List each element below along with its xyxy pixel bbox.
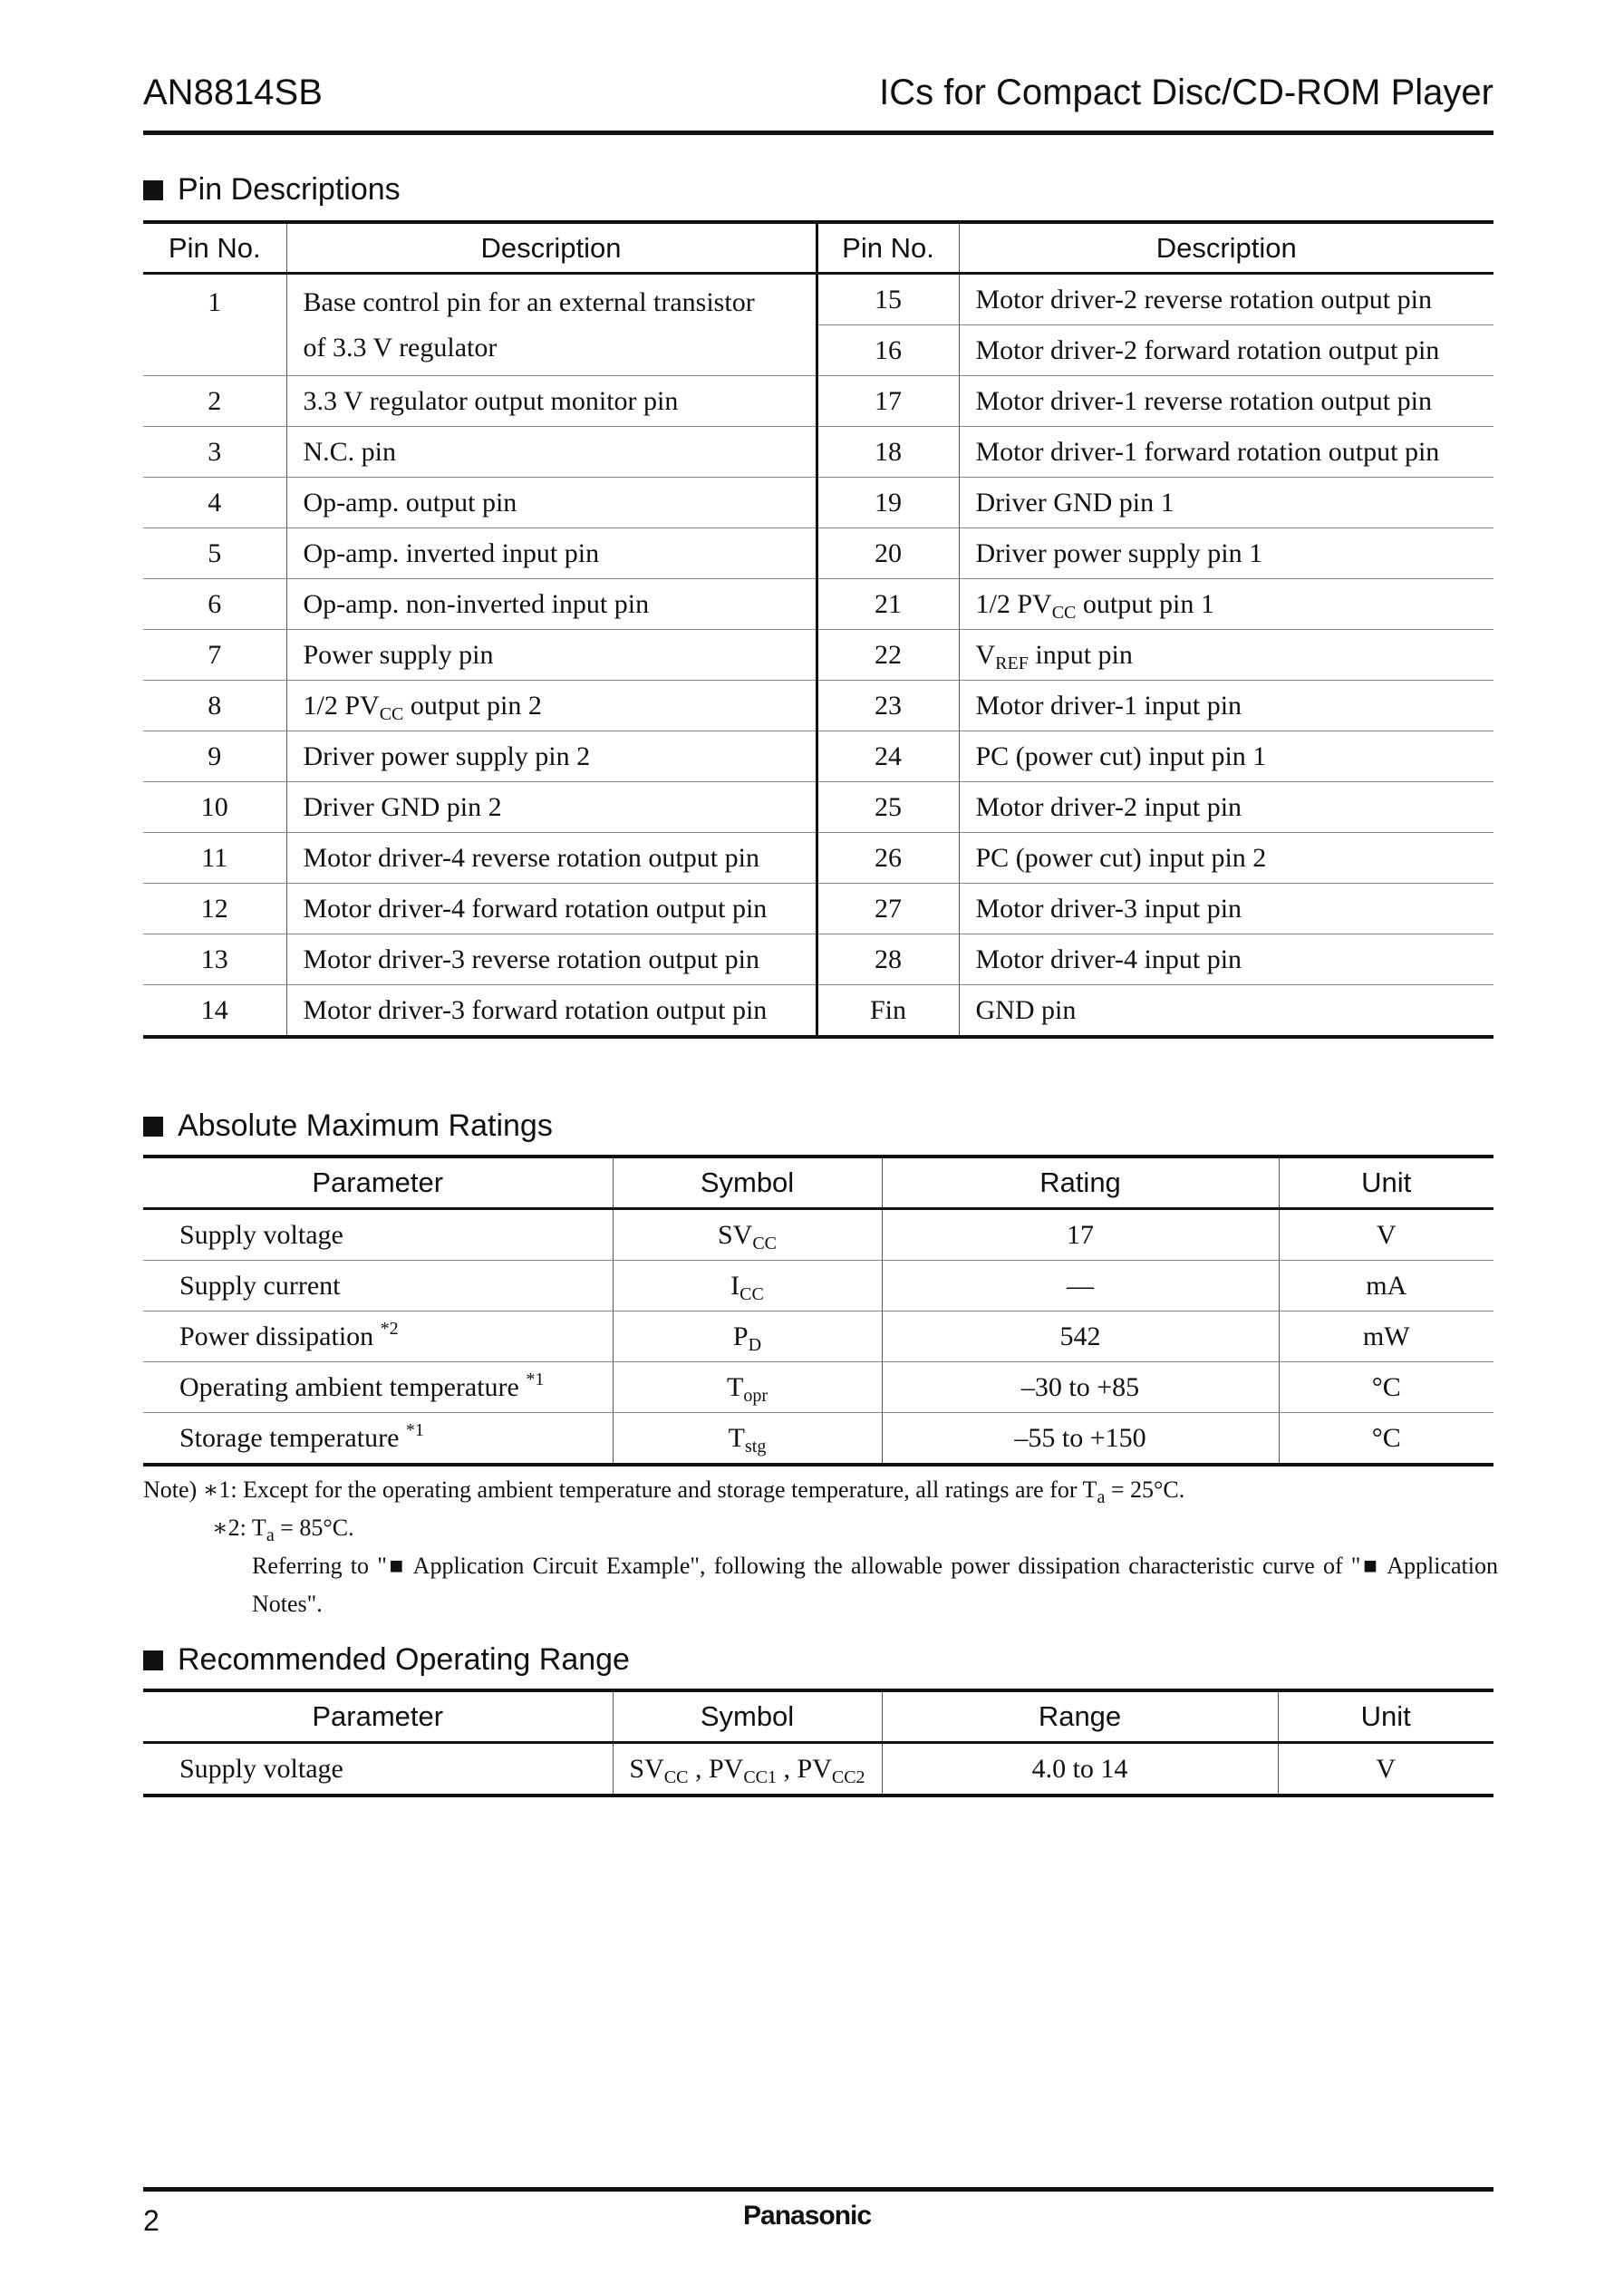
header-pin-no: Pin No. bbox=[817, 222, 959, 274]
header-pin-no: Pin No. bbox=[143, 222, 286, 274]
cell-pin-no: 8 bbox=[143, 681, 286, 731]
cell-pin-no: 24 bbox=[817, 731, 959, 782]
cell-pin-no: 6 bbox=[143, 579, 286, 630]
header-symbol: Symbol bbox=[613, 1690, 882, 1743]
cell-description: Motor driver-4 reverse rotation output pin bbox=[286, 833, 817, 884]
cell-description: Driver GND pin 2 bbox=[286, 782, 817, 833]
header-parameter: Parameter bbox=[143, 1690, 613, 1743]
table-row bbox=[143, 427, 1494, 478]
cell-pin-no: 14 bbox=[200, 994, 228, 1025]
cell-description: Power supply pin bbox=[286, 630, 817, 681]
table-row bbox=[143, 884, 1494, 934]
table-row bbox=[143, 731, 1494, 782]
table-row bbox=[143, 376, 1494, 427]
cell-pin-no: 2 bbox=[143, 376, 286, 427]
cell-symbol: $SV_{CC}$ , $PV_{CC1}$ , $PV_{CC2}$ bbox=[613, 1743, 882, 1796]
table-row bbox=[143, 478, 1494, 528]
header-range: Range bbox=[882, 1690, 1278, 1743]
page-header bbox=[143, 71, 1494, 135]
table-header-row bbox=[143, 1690, 1494, 1743]
cell-pin-no: 10 bbox=[143, 782, 286, 833]
cell-description: Motor driver-1 input pin bbox=[959, 681, 1494, 731]
cell-description: Motor driver-4 input pin bbox=[959, 934, 1494, 985]
cell-unit: mW bbox=[1279, 1312, 1494, 1362]
cell-pin-no: 12 bbox=[143, 884, 286, 934]
table-row bbox=[143, 1312, 1494, 1362]
cell-pin-no: 22 bbox=[817, 630, 959, 681]
header-description: Description bbox=[286, 222, 817, 274]
cell-pin-no: 3 bbox=[143, 427, 286, 478]
cell-description: 1/2 $PV_{CC}$ output pin 1 bbox=[959, 579, 1494, 630]
table-row bbox=[143, 782, 1494, 833]
cell-unit: °C bbox=[1279, 1413, 1494, 1466]
cell-pin-no: 13 bbox=[143, 934, 286, 985]
cell-description: Motor driver-3 reverse rotation output pin bbox=[286, 934, 817, 985]
section-title-text: Pin Descriptions bbox=[178, 172, 401, 207]
table-row bbox=[143, 1209, 1494, 1261]
table-row bbox=[143, 528, 1494, 579]
cell-description: Driver power supply pin 2 bbox=[286, 731, 817, 782]
cell-pin-no: 20 bbox=[817, 528, 959, 579]
section-title-pin-descriptions bbox=[143, 172, 401, 208]
table-row bbox=[143, 985, 1494, 1038]
header-parameter: Parameter bbox=[143, 1157, 613, 1209]
cell-description: Motor driver-3 input pin bbox=[959, 884, 1494, 934]
recommended-operating-range-table bbox=[143, 1689, 1494, 1797]
footer-rule bbox=[143, 2187, 1494, 2192]
cell-rating: — bbox=[882, 1261, 1279, 1312]
header-unit: Unit bbox=[1278, 1690, 1494, 1743]
cell-pin-no: 19 bbox=[817, 478, 959, 528]
table-row bbox=[143, 833, 1494, 884]
cell-pin-no: 4 bbox=[143, 478, 286, 528]
header-description: Description bbox=[959, 222, 1494, 274]
cell-description: N.C. pin bbox=[286, 427, 817, 478]
cell-rating: 17 bbox=[882, 1209, 1279, 1261]
table-row bbox=[143, 274, 1494, 325]
pin-descriptions-table bbox=[143, 220, 1494, 1039]
cell-description: $V_{REF}$ input pin bbox=[959, 630, 1494, 681]
cell-pin-no: 21 bbox=[817, 579, 959, 630]
cell-description: Motor driver-1 forward rotation output pin bbox=[959, 427, 1494, 478]
cell-pin-no: 25 bbox=[817, 782, 959, 833]
cell-description: Motor driver-3 forward rotation output pin bbox=[286, 985, 817, 1038]
absolute-maximum-ratings-table bbox=[143, 1155, 1494, 1466]
cell-unit: V bbox=[1279, 1209, 1494, 1261]
brand-logo: Panasonic bbox=[743, 2201, 872, 2231]
table-header-row bbox=[143, 222, 1494, 274]
square-bullet-icon bbox=[143, 1117, 163, 1137]
section-title-text: Recommended Operating Range bbox=[178, 1642, 630, 1677]
cell-parameter: Power dissipation $^{*2}$ bbox=[143, 1312, 613, 1362]
section-title-text: Absolute Maximum Ratings bbox=[178, 1108, 553, 1143]
cell-rating: –30 to +85 bbox=[882, 1362, 1279, 1413]
cell-pin-no: 17 bbox=[817, 376, 959, 427]
cell-description: Motor driver-1 reverse rotation output pin bbox=[959, 376, 1494, 427]
cell-rating: –55 to +150 bbox=[882, 1413, 1279, 1466]
cell-description: 1/2 $PV_{CC}$ output pin 2 bbox=[286, 681, 817, 731]
table-row bbox=[143, 1413, 1494, 1466]
note-2: ∗2: $T_a = 85^\circ C$. bbox=[212, 1515, 354, 1545]
square-bullet-icon bbox=[143, 1650, 163, 1670]
cell-rating: 542 bbox=[882, 1312, 1279, 1362]
table-row bbox=[143, 579, 1494, 630]
cell-description: Driver power supply pin 1 bbox=[959, 528, 1494, 579]
table-row bbox=[143, 1743, 1494, 1796]
document-id: AN8814SB bbox=[143, 73, 323, 112]
cell-description: Motor driver-2 input pin bbox=[959, 782, 1494, 833]
cell-unit: V bbox=[1278, 1743, 1494, 1796]
cell-description: PC (power cut) input pin 2 bbox=[959, 833, 1494, 884]
cell-symbol: $I_{CC}$ bbox=[613, 1261, 882, 1312]
header-unit: Unit bbox=[1279, 1157, 1494, 1209]
cell-symbol: $T_{stg}$ bbox=[613, 1413, 882, 1466]
cell-symbol: $P_D$ bbox=[613, 1312, 882, 1362]
cell-description: Motor driver-4 forward rotation output pin bbox=[286, 884, 817, 934]
cell-description: Motor driver-2 reverse rotation output pin bbox=[959, 274, 1494, 325]
table-row bbox=[143, 681, 1494, 731]
cell-unit: °C bbox=[1279, 1362, 1494, 1413]
cell-parameter: Supply voltage bbox=[179, 1753, 343, 1784]
square-bullet-icon bbox=[143, 180, 163, 200]
page-number: 2 bbox=[143, 2204, 160, 2237]
cell-pin-no: 11 bbox=[143, 833, 286, 884]
cell-description: PC (power cut) input pin 1 bbox=[959, 731, 1494, 782]
cell-description: Motor driver-2 forward rotation output pin bbox=[959, 325, 1494, 376]
cell-pin-no: 5 bbox=[143, 528, 286, 579]
note-3: Referring to "■ Application Circuit Example", following the allowable power dissipation characteristic curve of "■ Application Notes". bbox=[252, 1553, 1498, 1617]
table-row bbox=[143, 934, 1494, 985]
cell-pin-no: 9 bbox=[143, 731, 286, 782]
cell-description: Op-amp. non-inverted input pin bbox=[286, 579, 817, 630]
cell-pin-no: 16 bbox=[817, 325, 959, 376]
document-title: ICs for Compact Disc/CD-ROM Player bbox=[879, 73, 1494, 112]
cell-parameter: Supply voltage bbox=[143, 1209, 613, 1261]
cell-pin-no: Fin bbox=[817, 985, 959, 1038]
cell-description: Op-amp. inverted input pin bbox=[286, 528, 817, 579]
cell-parameter: Operating ambient temperature $^{*1}$ bbox=[143, 1362, 613, 1413]
cell-pin-no: 27 bbox=[817, 884, 959, 934]
note-1: Note) ∗1: Except for the operating ambient temperature and storage temperature, all ratings are for $T_a = 25^\circ C$. bbox=[143, 1476, 1185, 1507]
cell-pin-no: 28 bbox=[817, 934, 959, 985]
cell-pin-no: 18 bbox=[817, 427, 959, 478]
table-row bbox=[143, 630, 1494, 681]
cell-range: 4.0 to 14 bbox=[882, 1743, 1278, 1796]
cell-description: Base control pin for an external transistor of 3.3 V regulator bbox=[286, 274, 817, 376]
cell-description: 3.3 V regulator output monitor pin bbox=[286, 376, 817, 427]
cell-description: GND pin bbox=[959, 985, 1494, 1038]
cell-pin-no: 15 bbox=[817, 274, 959, 325]
cell-symbol: $T_{opr}$ bbox=[613, 1362, 882, 1413]
cell-parameter: Supply current bbox=[143, 1261, 613, 1312]
table-row bbox=[143, 1261, 1494, 1312]
cell-pin-no: 26 bbox=[817, 833, 959, 884]
cell-pin-no: 23 bbox=[817, 681, 959, 731]
section-title-absolute-maximum-ratings bbox=[143, 1108, 553, 1144]
header-symbol: Symbol bbox=[613, 1157, 882, 1209]
header-rating: Rating bbox=[882, 1157, 1279, 1209]
cell-description: Driver GND pin 1 bbox=[959, 478, 1494, 528]
cell-parameter: Storage temperature $^{*1}$ bbox=[179, 1419, 424, 1453]
cell-symbol: $SV_{CC}$ bbox=[613, 1209, 882, 1261]
section-title-recommended-operating-range bbox=[143, 1642, 630, 1678]
table-header-row bbox=[143, 1157, 1494, 1209]
cell-pin-no: 7 bbox=[143, 630, 286, 681]
cell-pin-no: 1 bbox=[143, 274, 286, 376]
cell-description: Op-amp. output pin bbox=[286, 478, 817, 528]
table-row bbox=[143, 1362, 1494, 1413]
ratings-notes bbox=[143, 1471, 1498, 1623]
cell-unit: mA bbox=[1279, 1261, 1494, 1312]
